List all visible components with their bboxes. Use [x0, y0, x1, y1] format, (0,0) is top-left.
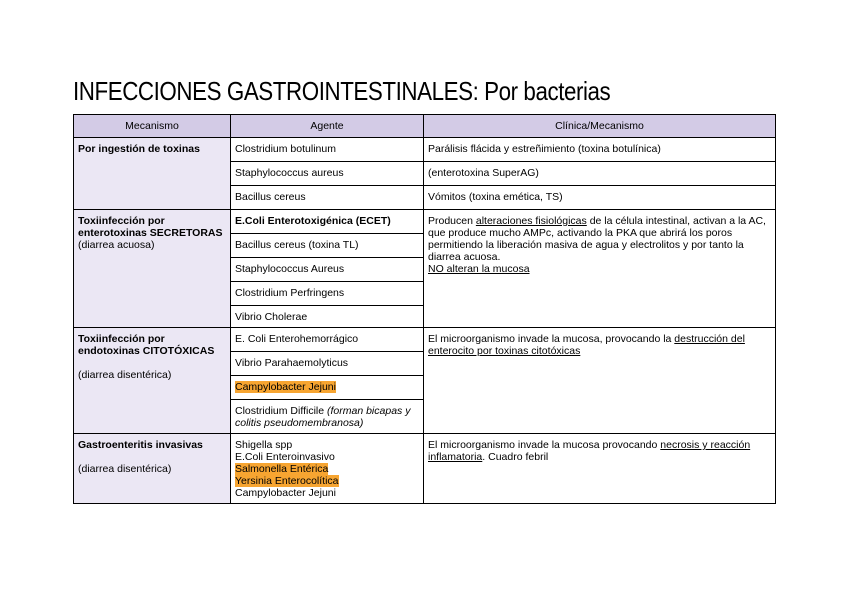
clinic-cell: Parálisis flácida y estreñimiento (toxina botulínica): [424, 138, 776, 162]
header-agente: Agente: [231, 115, 424, 138]
mechanism-cell: [74, 210, 231, 328]
agent-italic-note: (forman bicapas y colitis pseudomembranosa): [235, 405, 411, 429]
clinic-underlined-note: NO alteran la mucosa: [428, 263, 530, 275]
agent-cell: [231, 376, 424, 400]
clinic-text-post: . Cuadro febril: [482, 451, 549, 463]
mechanism-label: Toxiinfección por enterotoxinas SECRETORAS: [78, 215, 223, 239]
table-row: [74, 434, 776, 504]
agent-name: Clostridium Difficile: [235, 405, 327, 417]
agent-cell: [231, 434, 424, 504]
table-row: [74, 328, 776, 352]
clinic-text-post: de la célula intestinal, activan a la AC, que produce mucho AMPc, activando la PKA que abrirá los poros permitiendo la liberación masiva de agua y electrolitos y por tanto la diarrea acuosa.: [428, 215, 766, 263]
mechanism-label: Por ingestión de toxinas: [78, 143, 200, 155]
page-title: INFECCIONES GASTROINTESTINALES: Por bacterias: [73, 76, 611, 106]
mechanism-label: Gastroenteritis invasivas: [78, 439, 203, 451]
clinic-cell: Vómitos (toxina emética, TS): [424, 186, 776, 210]
agent-cell: Staphylococcus aureus: [231, 162, 424, 186]
clinic-cell: [424, 328, 776, 434]
agent-cell: E. Coli Enterohemorrágico: [231, 328, 424, 352]
clinic-cell: (enterotoxina SuperAG): [424, 162, 776, 186]
agent-cell: Clostridium botulinum: [231, 138, 424, 162]
clinic-cell: [424, 210, 776, 328]
highlighted-agent: Campylobacter Jejuni: [235, 381, 336, 393]
clinic-cell: [424, 434, 776, 504]
table-row: [74, 210, 776, 234]
mechanism-cell: [74, 434, 231, 504]
clinic-text-pre: Producen: [428, 215, 476, 227]
agent-cell: Staphylococcus Aureus: [231, 258, 424, 282]
agent-cell: Clostridium Perfringens: [231, 282, 424, 306]
agent-cell: [231, 400, 424, 434]
clinic-text-pre: El microorganismo invade la mucosa, provocando la: [428, 333, 675, 345]
mechanism-label: Toxiinfección por endotoxinas CITOTÓXICAS: [78, 333, 215, 357]
mechanism-note: (diarrea disentérica): [78, 369, 172, 381]
clinic-underlined: alteraciones fisiológicas: [475, 215, 587, 227]
agent-cell: Vibrio Parahaemolyticus: [231, 352, 424, 376]
mechanism-cell: [74, 328, 231, 434]
agent-cell: Bacillus cereus (toxina TL): [231, 234, 424, 258]
agent-line: Shigella spp: [235, 439, 293, 451]
bacteria-table: [73, 114, 776, 504]
agent-line: Campylobacter Jejuni: [235, 487, 336, 499]
clinic-underlined: destrucción del enterocito por toxinas citotóxicas: [428, 333, 745, 357]
clinic-text-pre: El microorganismo invade la mucosa provocando: [428, 439, 661, 451]
highlighted-agent: Yersinia Enterocolítica: [235, 475, 339, 487]
mechanism-cell: [74, 138, 231, 210]
header-mecanismo: Mecanismo: [74, 115, 231, 138]
table-row: [74, 138, 776, 162]
agent-cell: E.Coli Enterotoxigénica (ECET): [231, 210, 424, 234]
agent-line: E.Coli Enteroinvasivo: [235, 451, 335, 463]
agent-cell: Bacillus cereus: [231, 186, 424, 210]
table-header-row: [74, 115, 776, 138]
clinic-underlined: necrosis y reacción inflamatoria: [428, 439, 751, 463]
mechanism-note: (diarrea acuosa): [78, 239, 155, 251]
header-clinica: Clínica/Mecanismo: [424, 115, 776, 138]
agent-cell: Vibrio Cholerae: [231, 306, 424, 328]
mechanism-note: (diarrea disentérica): [78, 463, 172, 475]
highlighted-agent: Salmonella Entérica: [235, 463, 329, 475]
